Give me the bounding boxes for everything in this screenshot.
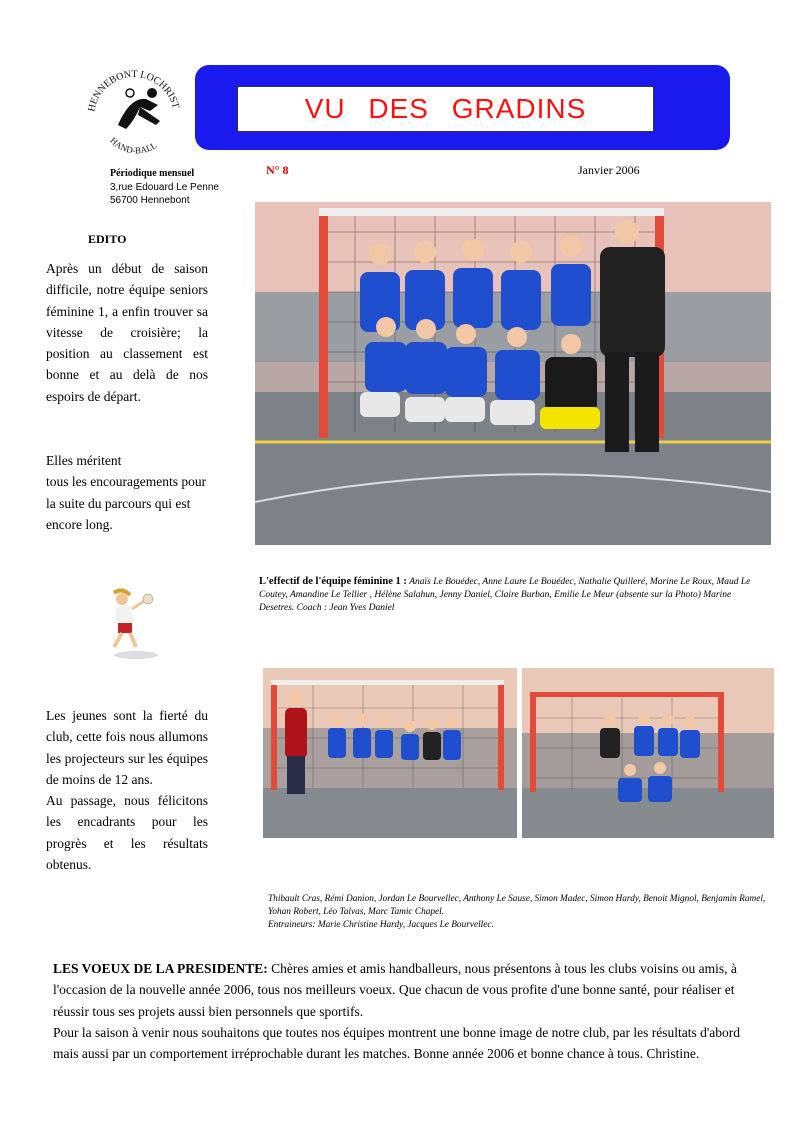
edito-paragraph-2-rest: tous les encouragements pour la suite du parcours qui est encore long. — [46, 474, 207, 532]
youth-paragraph-1: Les jeunes sont la fierté du club, cette fois nous allumons les projecteurs sur les équipes de moins de 12 ans. — [46, 708, 208, 787]
youth-caption-names: Thibault Cras, Rémi Danion, Jordan Le Bourvellec, Anthony Le Sause, Simon Madec, Simon Hardy, Benoit Mignol, Benjamin Ramel, Yohan Robert, Léo Talvas, Marc Tamic Chapel. — [268, 894, 766, 917]
youth-team-photo-1 — [263, 668, 517, 838]
newsletter-title: VU DES GRADINS — [304, 93, 587, 124]
handball-player-illustration — [100, 585, 170, 660]
youth-paragraph-2: Au passage, nous félicitons les encadrants pour les progrès et les résultats obtenus. — [46, 793, 208, 873]
president-wishes-text-2: Pour la saison à venir nous souhaitons que toutes nos équipes montrent une bonne image de notre club, par les résultats d'abord mais aussi par un comportement irréprochable durant les matches. Bonne année 2006 et bonne chance à tous. Christine. — [53, 1024, 741, 1062]
club-logo — [80, 55, 185, 165]
issue-number: N° 8 — [266, 163, 289, 177]
title-box — [237, 86, 654, 132]
edito-paragraph-2-first-line: Elles méritent — [46, 453, 122, 468]
svg-text:HAND-BALL — [108, 135, 158, 155]
youth-photo-caption — [268, 893, 768, 932]
address-line-2: 56700 Hennebont — [110, 195, 190, 206]
publication-frequency: Périodique mensuel — [110, 168, 195, 179]
edito-paragraph-2 — [46, 450, 208, 535]
youth-caption-coaches: Entraineurs: Marie Christine Hardy, Jacques Le Bourvellec. — [268, 920, 494, 930]
youth-team-photo-2 — [522, 668, 774, 838]
team-caption-names: Anaïs Le Bouédec, Anne Laure Le Bouédec, Nathalie Quilleré, Marine Le Roux, Maud Le Coutey, Amandine Le Tellier , Hélène Salahun, Jenny Daniel, Claire Burban, Emilie Le Meur (absente sur la Photo) Marine Desetres. Coach : Jean Yves Daniel — [259, 577, 751, 613]
logo-bottom-text: HAND-BALL — [108, 135, 159, 156]
team-photo-caption — [259, 575, 759, 615]
president-wishes — [53, 958, 768, 1064]
edito-heading: EDITO — [88, 232, 127, 246]
team-photo — [255, 202, 771, 545]
president-wishes-paragraph-1 — [53, 958, 768, 1022]
team-caption-lead: L'effectif de l'équipe féminine 1 : — [259, 576, 407, 587]
logo-top-text: HENNEBONT LOCHRIST — [86, 68, 182, 113]
address-line-1: 3,rue Edouard Le Penne — [110, 182, 219, 193]
edito-paragraph-1: Après un début de saison difficile, notre équipe seniors féminine 1, a enfin trouver sa vitesse de croisière; la position au classement est bonne et au delà de nos espoirs de départ. — [46, 261, 208, 404]
issue-date: Janvier 2006 — [578, 163, 640, 177]
youth-paragraph — [46, 705, 208, 875]
president-wishes-text-1: Chères amies et amis handballeurs, nous présentons à tous les clubs voisins ou amis, à l'occasion de la nouvelle année 2006, tous nos meilleurs voeux. Que chacun de vous profite d'une bonne santé, pour réaliser et réussir tous ses projets aussi bien personnels que sportifs. — [53, 961, 737, 1019]
president-wishes-heading: LES VOEUX DE LA PRESIDENTE: — [53, 961, 268, 976]
